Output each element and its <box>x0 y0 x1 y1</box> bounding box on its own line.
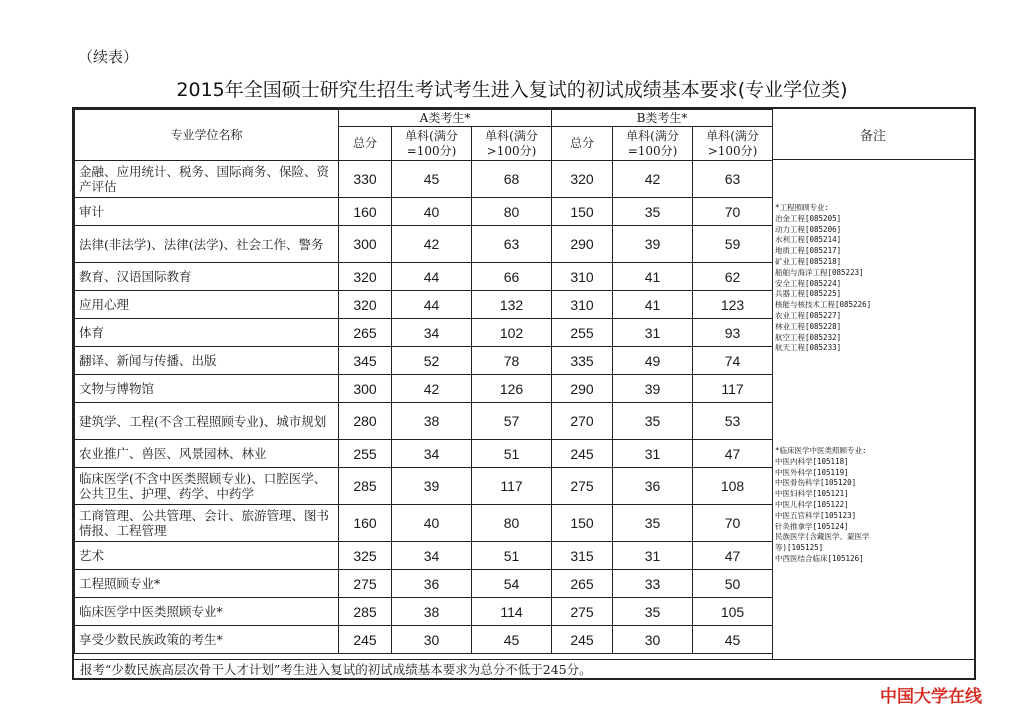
degree-name-cell: 法律(非法学)、法律(法学)、社会工作、警务 <box>75 226 339 263</box>
remarks-column <box>772 109 974 659</box>
header-a-single-100: 单科(满分=100分) <box>392 127 472 161</box>
b-total-cell: 265 <box>552 570 613 598</box>
a-total-cell: 265 <box>339 319 392 347</box>
b-total-cell: 320 <box>552 161 613 198</box>
a-single-100-cell: 34 <box>392 440 472 468</box>
a-total-cell: 245 <box>339 626 392 654</box>
brand-watermark: 中国大学在线 <box>880 687 982 707</box>
b-single-gt100-cell: 70 <box>693 505 773 542</box>
a-single-gt100-cell: 126 <box>472 375 552 403</box>
b-total-cell: 335 <box>552 347 613 375</box>
degree-name-cell: 建筑学、工程(不含工程照顾专业)、城市规划 <box>75 403 339 440</box>
degree-name-cell: 临床医学(不含中医类照顾专业)、口腔医学、公共卫生、护理、药学、中药学 <box>75 468 339 505</box>
table-row <box>75 440 773 468</box>
b-single-100-cell: 49 <box>613 347 693 375</box>
b-single-100-cell: 33 <box>613 570 693 598</box>
table-row <box>75 263 773 291</box>
table-row <box>75 626 773 654</box>
b-single-100-cell: 31 <box>613 319 693 347</box>
b-single-gt100-cell: 63 <box>693 161 773 198</box>
a-total-cell: 325 <box>339 542 392 570</box>
b-single-100-cell: 35 <box>613 505 693 542</box>
a-single-100-cell: 36 <box>392 570 472 598</box>
a-single-100-cell: 34 <box>392 542 472 570</box>
b-total-cell: 245 <box>552 626 613 654</box>
b-single-100-cell: 35 <box>613 403 693 440</box>
table-row <box>75 161 773 198</box>
b-total-cell: 150 <box>552 505 613 542</box>
header-a-total: 总分 <box>339 127 392 161</box>
continued-label: （续表） <box>78 48 139 66</box>
header-a-single-gt100: 单科(满分>100分) <box>472 127 552 161</box>
b-single-gt100-cell: 53 <box>693 403 773 440</box>
footnote: 报考“少数民族高层次骨干人才计划”考生进入复试的初试成绩基本要求为总分不低于245分。 <box>74 659 974 680</box>
b-single-100-cell: 39 <box>613 226 693 263</box>
a-single-100-cell: 42 <box>392 375 472 403</box>
a-single-gt100-cell: 54 <box>472 570 552 598</box>
a-single-100-cell: 38 <box>392 403 472 440</box>
a-total-cell: 160 <box>339 198 392 226</box>
b-total-cell: 290 <box>552 226 613 263</box>
remarks-tcm: *临床医学中医类照顾专业: 中医内科学[105118] 中医外科学[105119] 中医骨伤科学[105120] 中医妇科学[105121] 中医儿科学[105122] 中医五官科学[105123] 针灸推拿学[105124] 民族医学(含藏医学、蒙医学 等)[105125] 中西医结合临床[105126] <box>775 446 870 563</box>
table-row <box>75 226 773 263</box>
table-row <box>75 542 773 570</box>
a-total-cell: 160 <box>339 505 392 542</box>
b-single-gt100-cell: 105 <box>693 598 773 626</box>
a-total-cell: 330 <box>339 161 392 198</box>
a-single-gt100-cell: 102 <box>472 319 552 347</box>
table-row <box>75 570 773 598</box>
a-single-100-cell: 34 <box>392 319 472 347</box>
b-single-gt100-cell: 123 <box>693 291 773 319</box>
header-b-total: 总分 <box>552 127 613 161</box>
header-remarks: 备注 <box>772 109 974 160</box>
a-single-gt100-cell: 117 <box>472 468 552 505</box>
b-single-100-cell: 39 <box>613 375 693 403</box>
a-single-gt100-cell: 68 <box>472 161 552 198</box>
header-group-a: A类考生* <box>339 110 552 127</box>
a-single-100-cell: 30 <box>392 626 472 654</box>
b-single-100-cell: 31 <box>613 542 693 570</box>
b-single-gt100-cell: 50 <box>693 570 773 598</box>
a-single-gt100-cell: 51 <box>472 440 552 468</box>
a-single-100-cell: 44 <box>392 291 472 319</box>
a-single-gt100-cell: 114 <box>472 598 552 626</box>
score-table <box>74 109 773 654</box>
remarks-engineering: *工程照顾专业: 冶金工程[085205] 动力工程[085206] 水利工程[085214] 地质工程[085217] 矿业工程[085218] 船舶与海洋工程[085223] 安全工程[085224] 兵器工程[085225] 核能与核技术工程[085226] 农业工程[085227] 林业工程[085228] 航空工程[085232] 航天工程[085233] <box>775 203 872 353</box>
degree-name-cell: 农业推广、兽医、风景园林、林业 <box>75 440 339 468</box>
b-single-100-cell: 31 <box>613 440 693 468</box>
b-total-cell: 290 <box>552 375 613 403</box>
degree-name-cell: 体育 <box>75 319 339 347</box>
a-single-100-cell: 44 <box>392 263 472 291</box>
a-single-gt100-cell: 78 <box>472 347 552 375</box>
b-single-gt100-cell: 70 <box>693 198 773 226</box>
b-single-gt100-cell: 62 <box>693 263 773 291</box>
a-single-100-cell: 42 <box>392 226 472 263</box>
b-single-gt100-cell: 45 <box>693 626 773 654</box>
table-row <box>75 375 773 403</box>
degree-name-cell: 应用心理 <box>75 291 339 319</box>
a-total-cell: 255 <box>339 440 392 468</box>
a-single-gt100-cell: 63 <box>472 226 552 263</box>
b-single-100-cell: 35 <box>613 198 693 226</box>
b-single-gt100-cell: 47 <box>693 542 773 570</box>
a-total-cell: 345 <box>339 347 392 375</box>
a-single-gt100-cell: 66 <box>472 263 552 291</box>
a-total-cell: 300 <box>339 375 392 403</box>
table-row <box>75 319 773 347</box>
a-total-cell: 320 <box>339 263 392 291</box>
degree-name-cell: 工程照顾专业* <box>75 570 339 598</box>
b-single-gt100-cell: 93 <box>693 319 773 347</box>
a-total-cell: 285 <box>339 598 392 626</box>
degree-name-cell: 金融、应用统计、税务、国际商务、保险、资产评估 <box>75 161 339 198</box>
degree-name-cell: 文物与博物馆 <box>75 375 339 403</box>
table-row <box>75 403 773 440</box>
b-total-cell: 245 <box>552 440 613 468</box>
table-row <box>75 198 773 226</box>
header-group-b: B类考生* <box>552 110 773 127</box>
table-row <box>75 347 773 375</box>
a-single-gt100-cell: 80 <box>472 505 552 542</box>
degree-name-cell: 工商管理、公共管理、会计、旅游管理、图书情报、工程管理 <box>75 505 339 542</box>
degree-name-cell: 艺术 <box>75 542 339 570</box>
b-single-100-cell: 42 <box>613 161 693 198</box>
header-name: 专业学位名称 <box>75 110 339 161</box>
degree-name-cell: 临床医学中医类照顾专业* <box>75 598 339 626</box>
b-single-gt100-cell: 74 <box>693 347 773 375</box>
b-total-cell: 275 <box>552 598 613 626</box>
a-total-cell: 280 <box>339 403 392 440</box>
b-single-100-cell: 41 <box>613 291 693 319</box>
b-single-100-cell: 35 <box>613 598 693 626</box>
a-total-cell: 285 <box>339 468 392 505</box>
b-total-cell: 310 <box>552 291 613 319</box>
a-total-cell: 275 <box>339 570 392 598</box>
table-row <box>75 291 773 319</box>
table-row <box>75 468 773 505</box>
a-single-100-cell: 39 <box>392 468 472 505</box>
a-single-gt100-cell: 57 <box>472 403 552 440</box>
b-total-cell: 275 <box>552 468 613 505</box>
degree-name-cell: 教育、汉语国际教育 <box>75 263 339 291</box>
b-single-100-cell: 30 <box>613 626 693 654</box>
b-total-cell: 150 <box>552 198 613 226</box>
a-total-cell: 300 <box>339 226 392 263</box>
a-single-gt100-cell: 51 <box>472 542 552 570</box>
b-total-cell: 310 <box>552 263 613 291</box>
header-b-single-100: 单科(满分=100分) <box>613 127 693 161</box>
b-single-gt100-cell: 108 <box>693 468 773 505</box>
b-single-gt100-cell: 117 <box>693 375 773 403</box>
page-title: 2015年全国硕士研究生招生考试考生进入复试的初试成绩基本要求(专业学位类) <box>176 79 848 101</box>
table-row <box>75 598 773 626</box>
header-b-single-gt100: 单科(满分>100分) <box>693 127 773 161</box>
b-single-100-cell: 36 <box>613 468 693 505</box>
a-total-cell: 320 <box>339 291 392 319</box>
b-single-100-cell: 41 <box>613 263 693 291</box>
a-single-100-cell: 40 <box>392 505 472 542</box>
a-single-100-cell: 38 <box>392 598 472 626</box>
degree-name-cell: 享受少数民族政策的考生* <box>75 626 339 654</box>
a-single-gt100-cell: 45 <box>472 626 552 654</box>
b-total-cell: 270 <box>552 403 613 440</box>
a-single-100-cell: 52 <box>392 347 472 375</box>
a-single-gt100-cell: 80 <box>472 198 552 226</box>
degree-name-cell: 翻译、新闻与传播、出版 <box>75 347 339 375</box>
b-single-gt100-cell: 59 <box>693 226 773 263</box>
b-single-gt100-cell: 47 <box>693 440 773 468</box>
table-row <box>75 505 773 542</box>
b-total-cell: 255 <box>552 319 613 347</box>
a-single-gt100-cell: 132 <box>472 291 552 319</box>
a-single-100-cell: 45 <box>392 161 472 198</box>
b-total-cell: 315 <box>552 542 613 570</box>
degree-name-cell: 审计 <box>75 198 339 226</box>
a-single-100-cell: 40 <box>392 198 472 226</box>
